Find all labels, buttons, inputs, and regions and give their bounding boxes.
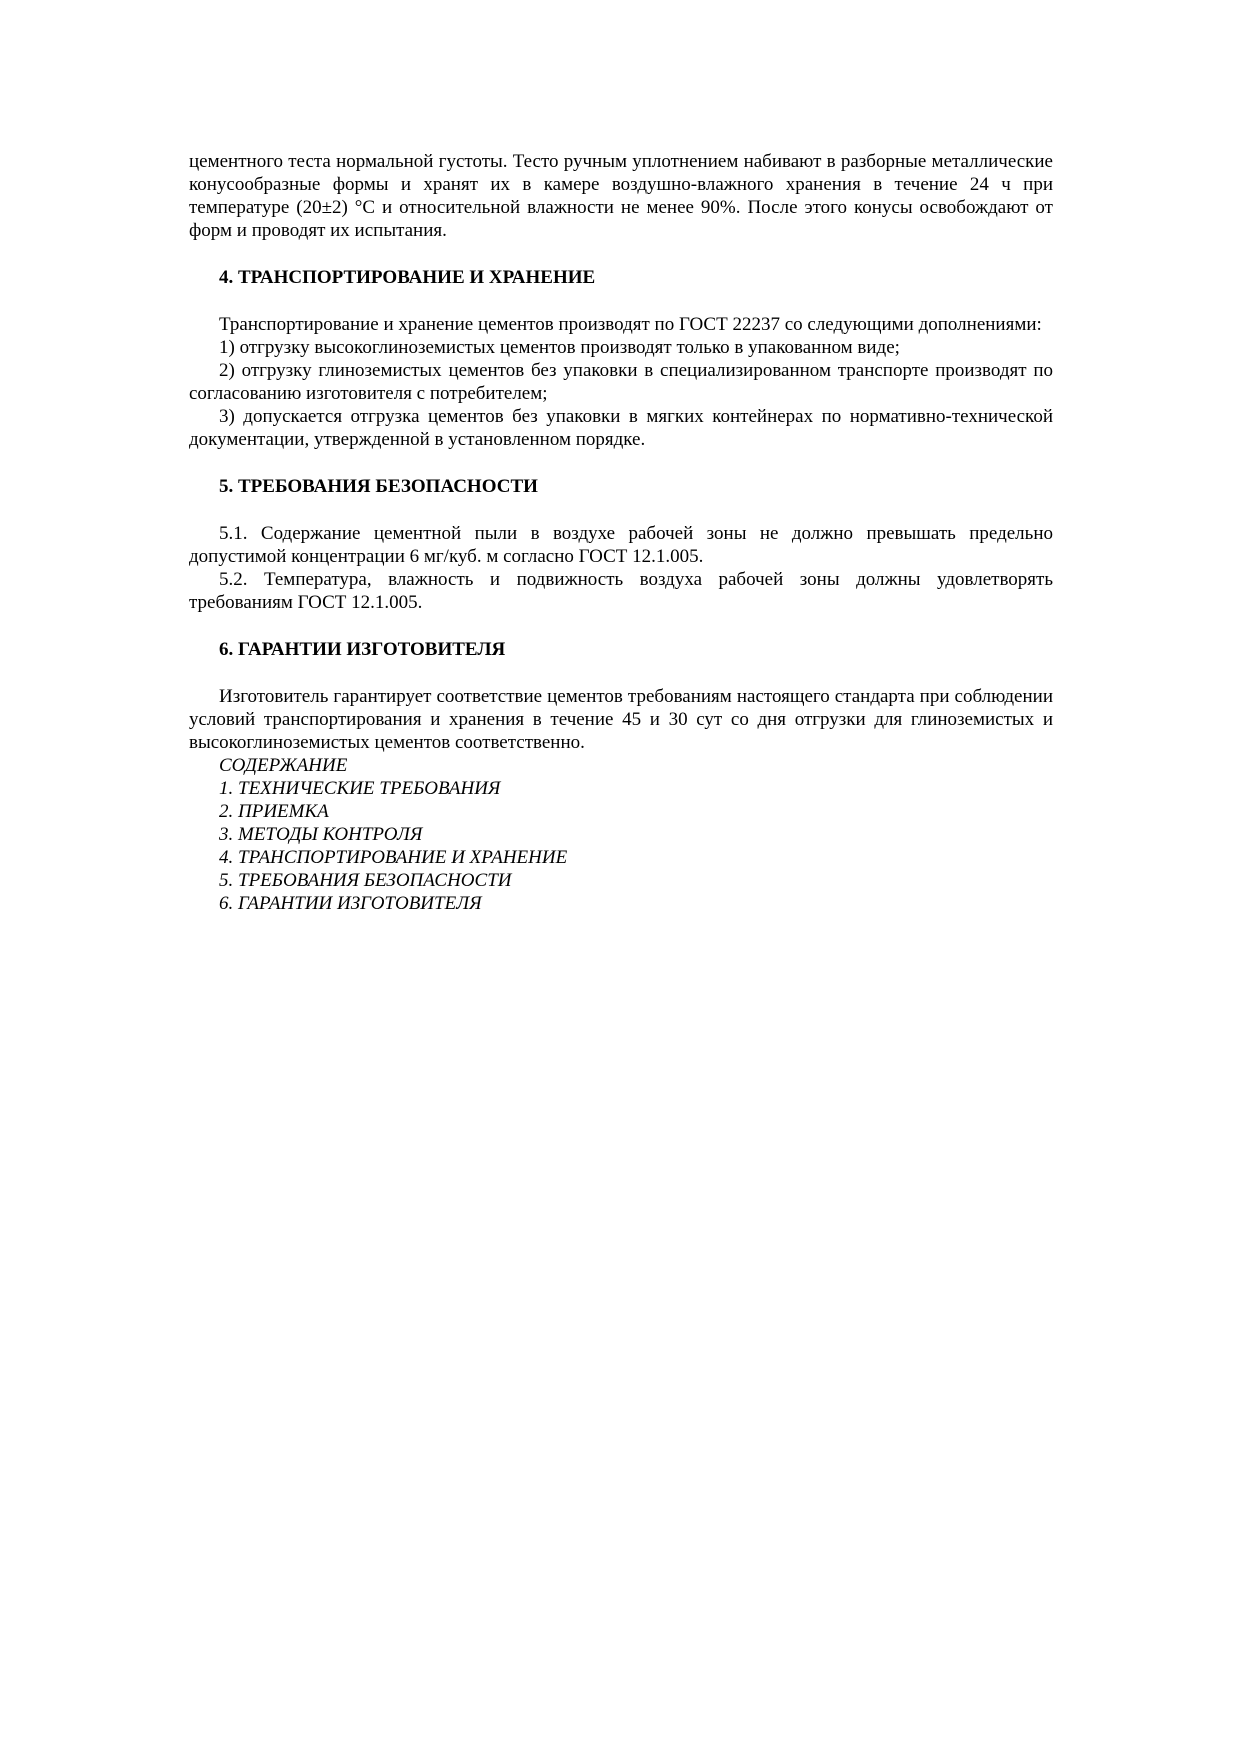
section-transport-storage	[189, 266, 1053, 451]
toc-item: 3. МЕТОДЫ КОНТРОЛЯ	[219, 824, 423, 845]
toc-item: 5. ТРЕБОВАНИЯ БЕЗОПАСНОСТИ	[219, 870, 512, 891]
section-warranty	[189, 638, 1053, 754]
table-of-contents	[189, 754, 1053, 915]
toc-item: 4. ТРАНСПОРТИРОВАНИЕ И ХРАНЕНИЕ	[219, 847, 568, 868]
toc-item: 2. ПРИЕМКА	[219, 801, 329, 822]
warranty-paragraph: Изготовитель гарантирует соответствие цементов требованиям настоящего стандарта при соблюдении условий транспортирования и хранения в течение 45 и 30 сут со дня отгрузки для глиноземистых и высокоглиноземистых цементов соответственно.	[189, 686, 1053, 753]
safety-paragraph-1: 5.1. Содержание цементной пыли в воздухе рабочей зоны не должно превышать предельно допустимой концентрации 6 мг/куб. м согласно ГОСТ 12.1.005.	[189, 523, 1053, 567]
toc-list	[189, 777, 1053, 915]
transport-paragraph-3: 2) отгрузку глиноземистых цементов без упаковки в специализированном транспорте производят по согласованию изготовителя с потребителем;	[189, 360, 1053, 404]
transport-paragraph-2: 1) отгрузку высокоглиноземистых цементов производят только в упакованном виде;	[219, 337, 900, 358]
section-heading-transport: 4. ТРАНСПОРТИРОВАНИЕ И ХРАНЕНИЕ	[219, 267, 596, 288]
safety-paragraph-2: 5.2. Температура, влажность и подвижность воздуха рабочей зоны должны удовлетворять требованиям ГОСТ 12.1.005.	[189, 569, 1053, 613]
transport-paragraph-1: Транспортирование и хранение цементов производят по ГОСТ 22237 со следующими дополнениями:	[219, 314, 1042, 335]
document-page	[189, 150, 1053, 915]
section-safety	[189, 475, 1053, 614]
transport-paragraph-4: 3) допускается отгрузка цементов без упаковки в мягких контейнерах по нормативно-технической документации, утвержденной в установленном порядке.	[189, 406, 1053, 450]
toc-item: 6. ГАРАНТИИ ИЗГОТОВИТЕЛЯ	[219, 893, 482, 914]
toc-item: 1. ТЕХНИЧЕСКИЕ ТРЕБОВАНИЯ	[219, 778, 501, 799]
toc-title: СОДЕРЖАНИЕ	[219, 755, 348, 776]
section-heading-safety: 5. ТРЕБОВАНИЯ БЕЗОПАСНОСТИ	[219, 476, 538, 497]
intro-paragraph: цементного теста нормальной густоты. Тесто ручным уплотнением набивают в разборные металлические конусообразные формы и хранят их в камере воздушно-влажного хранения в течение 24 ч при температуре (20±2) °С и относительной влажности не менее 90%. После этого конусы освобождают от форм и проводят их испытания.	[189, 151, 1053, 241]
section-heading-warranty: 6. ГАРАНТИИ ИЗГОТОВИТЕЛЯ	[219, 639, 506, 660]
